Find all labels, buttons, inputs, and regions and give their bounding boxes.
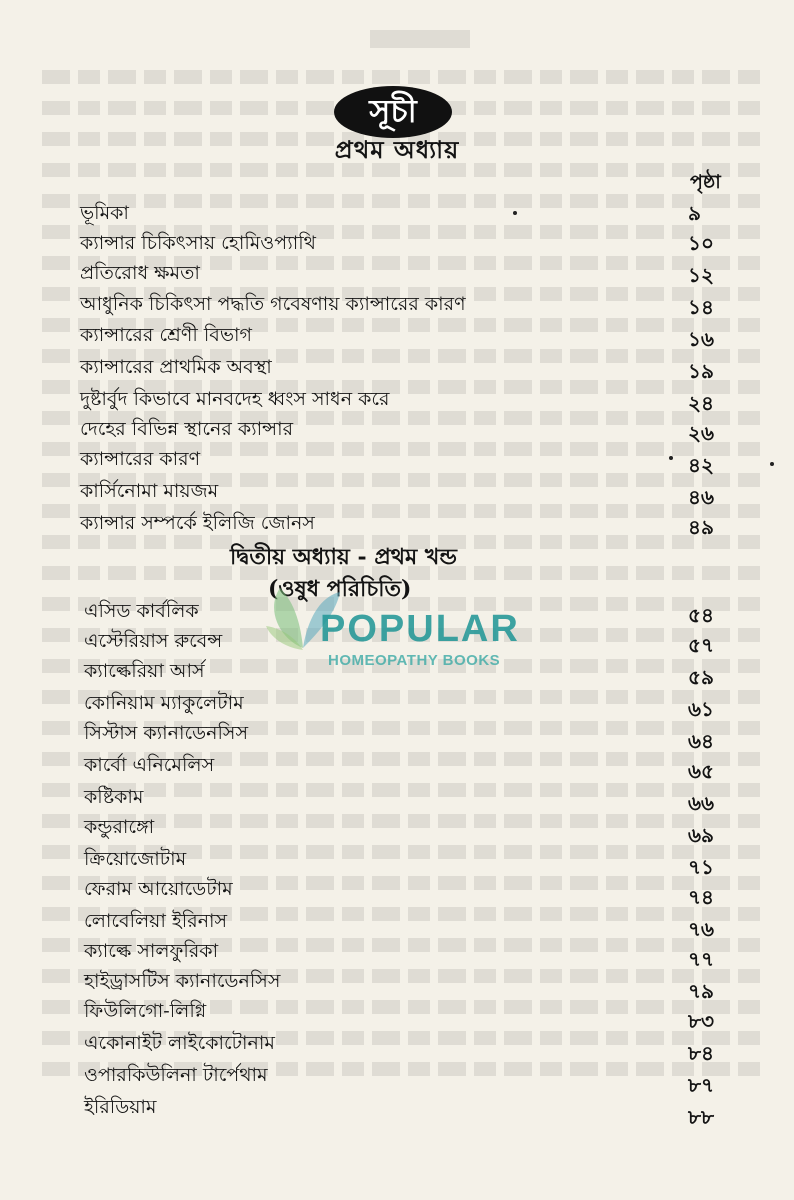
toc-entry: কার্বো এনিমেলিস <box>84 754 215 776</box>
page-column-label: পৃষ্ঠা <box>690 171 721 193</box>
toc-page-number: ৯ <box>688 201 701 225</box>
toc-page-number: ৭৭ <box>688 947 715 971</box>
toc-page-number: ৮৭ <box>688 1073 714 1097</box>
chapter-2-subheading: (ওষুধ পরিচিতি) <box>268 576 412 602</box>
toc-page-number: ৫৭ <box>688 633 714 657</box>
publisher-watermark <box>258 578 548 678</box>
toc-page-number: ৬৪ <box>688 729 714 753</box>
contents-title: সূচী <box>334 86 452 138</box>
toc-entry: ফেরাম আয়োডেটাম <box>84 878 233 900</box>
toc-page-number: ৪৯ <box>688 515 714 539</box>
toc-entry: এসিড কার্বলিক <box>84 600 199 622</box>
toc-page-number: ১২ <box>688 263 714 287</box>
print-speck <box>513 211 517 215</box>
toc-page-number: ৮৩ <box>688 1009 714 1033</box>
toc-page-number: ৭১ <box>688 855 714 879</box>
toc-entry: ক্যাল্কে সালফুরিকা <box>84 940 219 962</box>
toc-page-number: ৮৮ <box>688 1105 714 1129</box>
toc-entry: কোনিয়াম ম্যাকুলেটাম <box>84 692 244 714</box>
toc-page-number: ৭৬ <box>688 917 715 941</box>
toc-page-number: ২৬ <box>688 421 715 445</box>
toc-page-number: ৫৯ <box>688 665 714 689</box>
toc-entry: দেহের বিভিন্ন স্থানের ক্যান্সার <box>80 418 294 440</box>
watermark-brand: POPULAR <box>320 608 520 650</box>
toc-entry: ফিউলিগো-লিগ্নি <box>84 1000 207 1022</box>
toc-entry: ক্যান্সারের কারণ <box>80 448 201 470</box>
chapter-2-heading: দ্বিতীয় অধ্যায় - প্রথম খন্ড <box>230 544 457 570</box>
print-speck <box>770 462 774 466</box>
toc-entry: ক্যান্সার চিকিৎসায় হোমিওপ্যাথি <box>80 232 316 254</box>
toc-entry: ওপারকিউলিনা টার্পেথাম <box>84 1064 268 1086</box>
toc-entry: ক্যান্সারের প্রাথমিক অবস্থা <box>80 356 272 378</box>
toc-entry: আধুনিক চিকিৎসা পদ্ধতি গবেষণায় ক্যান্সারের কারণ <box>80 293 466 315</box>
toc-entry: দুষ্টার্বুদ কিভাবে মানবদেহ ধ্বংস সাধন করে <box>80 388 390 410</box>
toc-entry: লোবেলিয়া ইরিনাস <box>84 910 228 932</box>
toc-page-number: ৭৯ <box>688 979 714 1003</box>
toc-page-number: ৬১ <box>688 697 714 721</box>
toc-page-number: ১৬ <box>688 327 714 351</box>
toc-page-number: ৬৯ <box>688 823 714 847</box>
toc-entry: ইরিডিয়াম <box>84 1096 157 1118</box>
toc-page-number: ৪২ <box>688 453 714 477</box>
toc-entry: ক্যান্সারের শ্রেণী বিভাগ <box>80 324 252 346</box>
toc-entry: হাইড্রাসটিস ক্যানাডেনসিস <box>84 970 281 992</box>
toc-entry: কার্সিনোমা মায়জম <box>80 480 219 502</box>
toc-entry: এস্টেরিয়াস রুবেন্স <box>84 630 223 652</box>
toc-entry: ভূমিকা <box>80 202 129 224</box>
toc-page-number: ৭৪ <box>688 885 714 909</box>
toc-page-number: ৮৪ <box>688 1041 714 1065</box>
toc-entry: ক্যান্সার সম্পর্কে ইলিজি জোনস <box>80 512 315 534</box>
toc-page-number: ১৯ <box>688 359 714 383</box>
toc-entry: সিস্টাস ক্যানাডেনসিস <box>84 722 248 744</box>
toc-page-number: ৫৪ <box>688 603 714 627</box>
toc-page-number: ৬৫ <box>688 759 714 783</box>
chapter-1-heading: প্রথম অধ্যায় <box>334 135 460 164</box>
toc-page-number: ১০ <box>688 231 714 255</box>
print-speck <box>669 456 673 460</box>
toc-page-number: ৬৬ <box>688 791 715 815</box>
watermark-subtitle: HOMEOPATHY BOOKS <box>328 652 501 669</box>
toc-entry: কন্ডুরাঙ্গো <box>84 816 155 838</box>
toc-page-number: ৪৬ <box>688 485 714 509</box>
toc-entry: কষ্টিকাম <box>84 786 144 808</box>
toc-entry: ক্রিয়োজোটাম <box>84 848 187 870</box>
toc-page-number: ২৪ <box>688 391 714 415</box>
toc-entry: প্রতিরোধ ক্ষমতা <box>80 262 200 284</box>
toc-entry: একোনাইট লাইকোটোনাম <box>84 1032 275 1054</box>
toc-page-number: ১৪ <box>688 295 714 319</box>
toc-entry: ক্যাল্কেরিয়া আর্স <box>84 660 205 682</box>
